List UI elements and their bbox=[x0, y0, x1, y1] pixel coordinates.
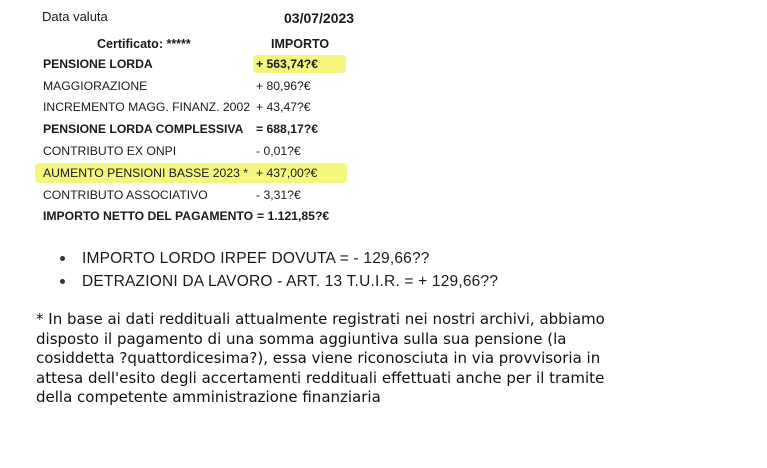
line-label: CONTRIBUTO EX ONPI bbox=[43, 144, 177, 159]
amount-column-header: IMPORTO bbox=[271, 37, 330, 51]
payment-line bbox=[43, 97, 373, 119]
line-amount: - 0,01?€ bbox=[256, 144, 301, 159]
line-amount: + 43,47?€ bbox=[256, 100, 311, 115]
footnote-line: cosiddetta ?quattordicesima?), essa viene riconosciuta in via provvisoria in bbox=[36, 349, 601, 367]
payment-lines bbox=[43, 53, 373, 227]
payment-line bbox=[43, 184, 373, 206]
footnote-line: attesa dell'esito degli accertamenti reddituali effettuati anche per il tramite bbox=[36, 368, 605, 387]
bullet-dot-icon bbox=[60, 279, 65, 284]
line-label: AUMENTO PENSIONI BASSE 2023 * bbox=[43, 165, 249, 180]
footnote bbox=[36, 310, 726, 408]
line-amount: = 1.121,85?€ bbox=[257, 209, 330, 224]
line-label: INCREMENTO MAGG. FINANZ. 2002 bbox=[43, 100, 250, 115]
line-amount: - 3,31?€ bbox=[256, 187, 301, 202]
footnote-line: della competente amministrazione finanziaria bbox=[36, 388, 381, 406]
certificate-label: Certificato: ***** bbox=[97, 37, 191, 51]
line-label: PENSIONE LORDA bbox=[43, 56, 153, 71]
tax-summary-item bbox=[60, 270, 498, 293]
payment-line bbox=[43, 75, 373, 97]
date-value: 03/07/2023 bbox=[284, 10, 355, 26]
line-label: CONTRIBUTO ASSOCIATIVO bbox=[43, 187, 208, 202]
tax-summary-text: IMPORTO LORDO IRPEF DOVUTA = - 129,66?? bbox=[82, 249, 430, 267]
line-amount: + 80,96?€ bbox=[256, 78, 311, 93]
payment-line bbox=[43, 140, 373, 162]
footnote-line: disposto il pagamento di una somma aggiuntiva sulla sua pensione (la bbox=[36, 329, 567, 348]
payment-line bbox=[43, 53, 373, 75]
bullet-dot-icon bbox=[60, 256, 65, 261]
line-label: MAGGIORAZIONE bbox=[43, 78, 148, 93]
payment-line bbox=[43, 206, 373, 228]
line-amount: + 563,74?€ bbox=[256, 56, 319, 71]
payment-line bbox=[43, 118, 373, 140]
line-amount: = 688,17?€ bbox=[256, 122, 319, 137]
footnote-line: * In base ai dati reddituali attualmente registrati nei nostri archivi, abbiamo bbox=[36, 310, 605, 328]
line-amount: + 437,00?€ bbox=[256, 165, 318, 180]
line-label: IMPORTO NETTO DEL PAGAMENTO bbox=[43, 209, 254, 224]
date-label: Data valuta bbox=[42, 9, 108, 24]
payment-line bbox=[43, 162, 373, 184]
tax-summary-item bbox=[60, 247, 498, 270]
tax-summary-text: DETRAZIONI DA LAVORO - ART. 13 T.U.I.R. = + 129,66?? bbox=[82, 272, 499, 290]
tax-summary-list bbox=[60, 247, 498, 293]
line-label: PENSIONE LORDA COMPLESSIVA bbox=[43, 122, 244, 137]
